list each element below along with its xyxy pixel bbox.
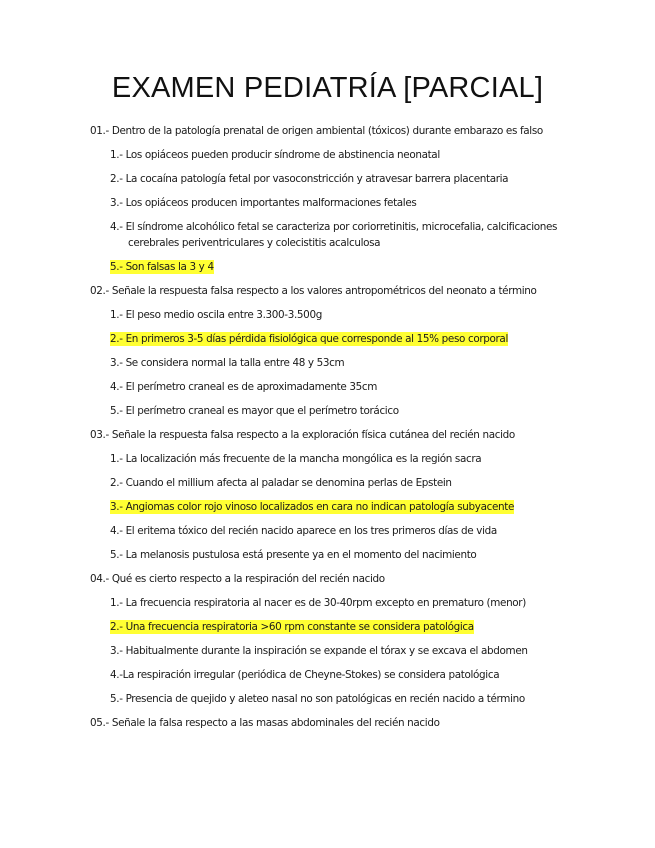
question-stem: 05.- Señale la falsa respecto a las masas abdominales del recién nacido	[90, 717, 440, 729]
option-text: 2.- Una frecuencia respiratoria >60 rpm constante se considera patológica	[110, 621, 474, 633]
option-item-highlighted	[110, 259, 560, 275]
option-item-highlighted	[110, 619, 560, 635]
option-text: 4.- El síndrome alcohólico fetal se caracteriza por coriorretinitis, microcefalia, calcificaciones cerebrales periventriculares y colecistitis acalculosa	[110, 221, 558, 249]
option-text: 1.- El peso medio oscila entre 3.300-3.500g	[110, 309, 322, 321]
option-item	[110, 355, 560, 371]
option-text: 1.- La frecuencia respiratoria al nacer es de 30-40rpm excepto en prematuro (menor)	[110, 597, 526, 609]
question-4	[90, 571, 560, 707]
option-item	[110, 451, 560, 467]
option-item	[110, 403, 560, 419]
option-text: 5.- La melanosis pustulosa está presente ya en el momento del nacimiento	[110, 549, 477, 561]
option-item	[110, 523, 560, 539]
question-5	[90, 715, 560, 731]
option-text: 3.- Habitualmente durante la inspiración se expande el tórax y se excava el abdomen	[110, 645, 528, 657]
question-list	[90, 123, 560, 739]
question-stem: 02.- Señale la respuesta falsa respecto a los valores antropométricos del neonato a término	[90, 285, 537, 297]
option-item	[110, 667, 560, 683]
option-text: 2.- Cuando el millium afecta al paladar se denomina perlas de Epstein	[110, 477, 452, 489]
question-stem: 04.- Qué es cierto respecto a la respiración del recién nacido	[90, 573, 385, 585]
option-text: 3.- Angiomas color rojo vinoso localizados en cara no indican patología subyacente	[110, 501, 515, 513]
option-item	[110, 595, 560, 611]
option-text: 4.-La respiración irregular (periódica de Cheyne-Stokes) se considera patológica	[110, 669, 500, 681]
option-text: 2.- La cocaína patología fetal por vasoconstricción y atravesar barrera placentaria	[110, 173, 509, 185]
option-list	[90, 451, 560, 563]
question-stem: 01.- Dentro de la patología prenatal de origen ambiental (tóxicos) durante embarazo es falso	[90, 125, 543, 137]
question-stem: 03.- Señale la respuesta falsa respecto a la exploración física cutánea del recién nacido	[90, 429, 515, 441]
option-item	[110, 147, 560, 163]
option-item-highlighted	[110, 331, 560, 347]
option-text: 5.- Presencia de quejido y aleteo nasal no son patológicas en recién nacido a término	[110, 693, 525, 705]
question-2	[90, 283, 560, 419]
option-text: 1.- Los opiáceos pueden producir síndrome de abstinencia neonatal	[110, 149, 440, 161]
option-text: 3.- Los opiáceos producen importantes malformaciones fetales	[110, 197, 417, 209]
option-list	[90, 307, 560, 419]
option-text: 4.- El eritema tóxico del recién nacido aparece en los tres primeros días de vida	[110, 525, 497, 537]
question-1	[90, 123, 560, 275]
option-text: 3.- Se considera normal la talla entre 48 y 53cm	[110, 357, 345, 369]
option-text: 4.- El perímetro craneal es de aproximadamente 35cm	[110, 381, 378, 393]
option-item	[110, 643, 560, 659]
option-text: 5.- Son falsas la 3 y 4	[110, 261, 214, 273]
page-title: EXAMEN PEDIATRÍA [PARCIAL]	[111, 72, 544, 104]
option-item	[110, 691, 560, 707]
option-item	[110, 171, 560, 187]
option-text: 2.- En primeros 3-5 días pérdida fisiológica que corresponde al 15% peso corporal	[110, 333, 508, 345]
option-list	[90, 595, 560, 707]
option-text: 5.- El perímetro craneal es mayor que el perímetro torácico	[110, 405, 399, 417]
option-item-highlighted	[110, 499, 560, 515]
option-item	[110, 195, 560, 211]
option-text: 1.- La localización más frecuente de la mancha mongólica es la región sacra	[110, 453, 482, 465]
option-item	[110, 307, 560, 323]
option-list	[90, 147, 560, 275]
option-item	[110, 379, 560, 395]
option-item	[110, 219, 560, 251]
option-item	[110, 475, 560, 491]
option-item	[110, 547, 560, 563]
question-3	[90, 427, 560, 563]
